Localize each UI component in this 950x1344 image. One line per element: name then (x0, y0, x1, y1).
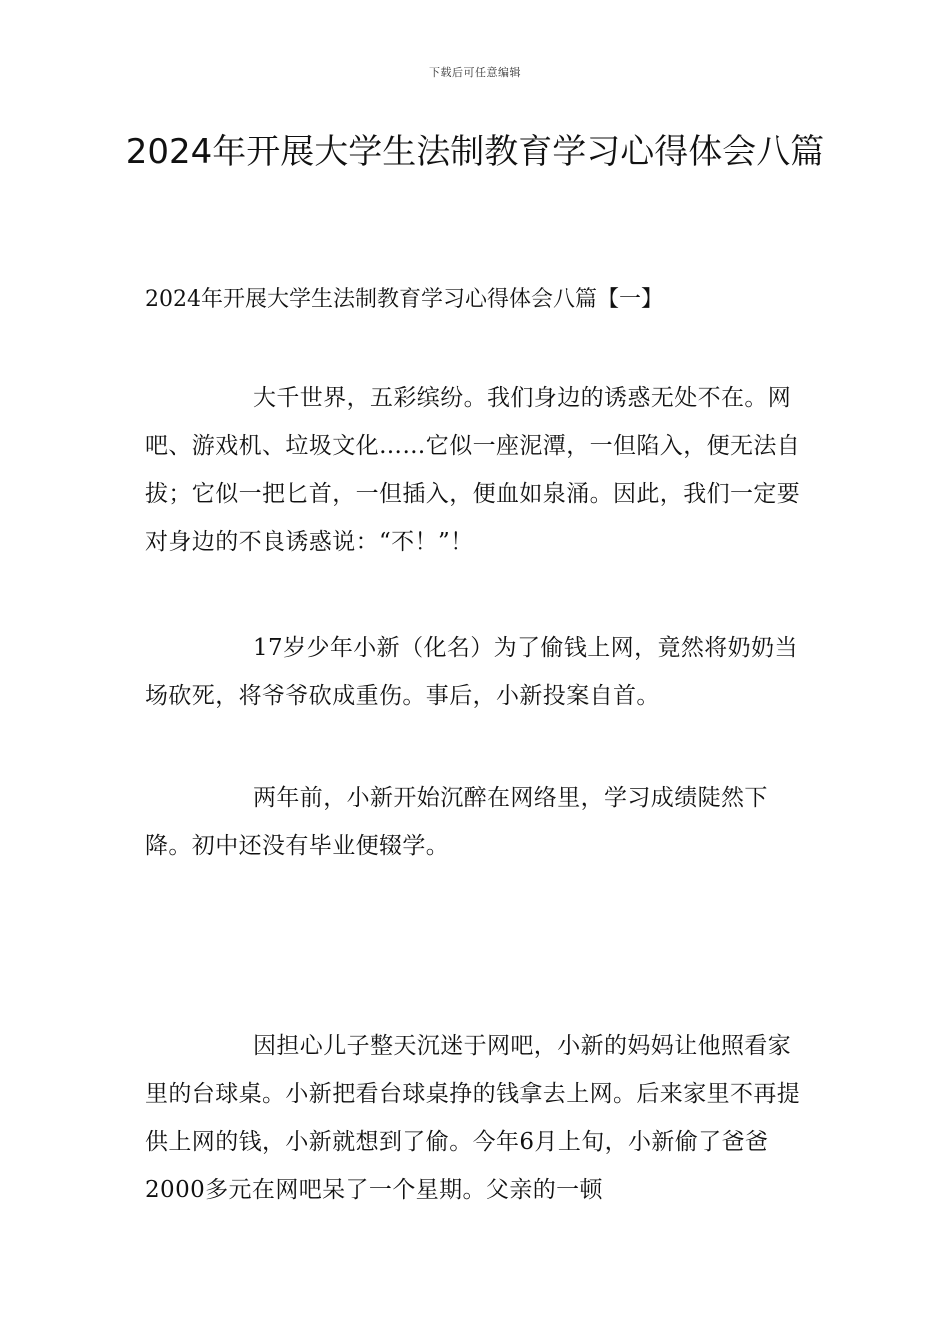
header-note: 下载后可任意编辑 (429, 66, 521, 79)
section-heading: 2024年开展大学生法制教育学习心得体会八篇【一】 (145, 287, 663, 312)
paragraph-3: 两年前，小新开始沉醉在网络里，学习成绩陡然下降。初中还没有毕业便辍学。 (145, 785, 768, 859)
paragraph-4: 因担心儿子整天沉迷于网吧，小新的妈妈让他照看家里的台球桌。小新把看台球桌挣的钱拿去上网。后来家里不再提供上网的钱，小新就想到了偷。今年6月上旬，小新偷了爸爸2000多元在网吧呆了一个星期。父亲的一顿 (145, 1033, 801, 1203)
document-title: 2024年开展大学生法制教育学习心得体会八篇 (125, 132, 825, 172)
paragraph-1: 大千世界，五彩缤纷。我们身边的诱惑无处不在。网吧、游戏机、垃圾文化……它似一座泥潭，一但陷入，便无法自拔；它似一把匕首，一但插入，便血如泉涌。因此，我们一定要对身边的不良诱惑说：“不！”！ (145, 385, 801, 555)
paragraph-2: 17岁少年小新（化名）为了偷钱上网，竟然将奶奶当场砍死，将爷爷砍成重伤。事后，小新投案自首。 (145, 635, 798, 709)
